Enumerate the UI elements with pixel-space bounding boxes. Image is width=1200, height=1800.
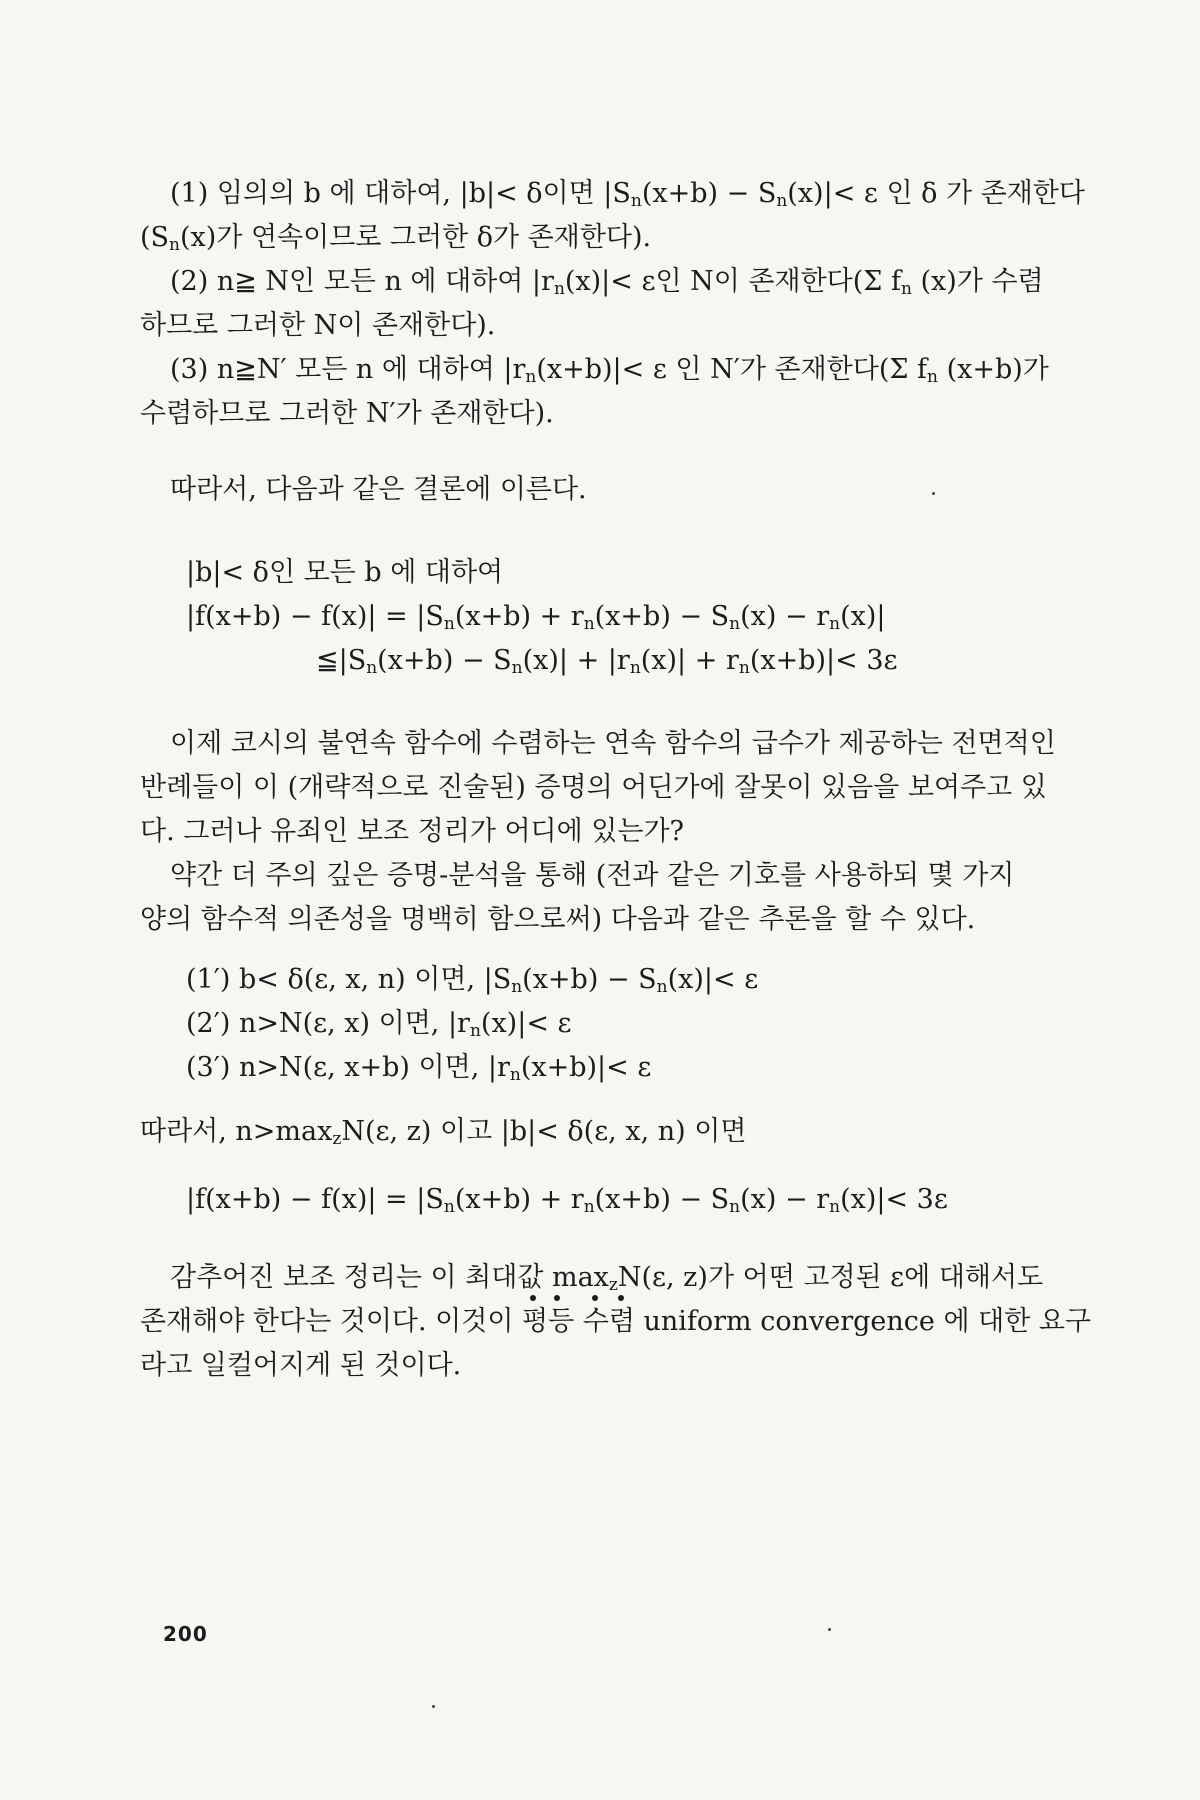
emphasized-term (522, 1302, 635, 1342)
page-number: 200 (163, 1622, 208, 1646)
subscript: n (630, 191, 642, 211)
formula-line: (3′) n>N(ε, x+b) 이면, $|r_n(x+b)|< \varepsilon$ (186, 1052, 652, 1085)
subscript: n (511, 977, 523, 997)
text-line: 이제 코시의 불연속 함수에 수렴하는 연속 함수의 급수가 제공하는 전면적인 (170, 728, 1056, 759)
formula-line: $|f(x+b) - f(x)| = |S_n(x+b) + r_n(x+b) - S_n(x) - r_n(x)|< 3\varepsilon$ (186, 1184, 948, 1217)
formula-line: $|f(x+b) - f(x)| = |S_n(x+b) + r_n(x+b) - S_n(x) - r_n(x)|$ (186, 601, 886, 634)
subscript: n (469, 1021, 481, 1041)
text-line: (1) 임의의 b 에 대하여, |b|< δ이면 $|S_n(x+b) - S_n(x)|< \varepsilon$ 인 δ 가 존재한다 (170, 178, 1085, 211)
formula-line: |b|< δ인 모든 b 에 대하여 (186, 557, 504, 588)
emphasis-dot (618, 1295, 624, 1301)
text-line: 약간 더 주의 깊은 증명-분석을 통해 (전과 같은 기호를 사용하되 몇 가지 (170, 860, 1015, 891)
text-line: 하므로 그러한 N이 존재한다). (140, 310, 496, 341)
text-line: 따라서, $n>\max_zN(\varepsilon$, z) 이고 |b|< δ(ε, x, n) 이면 (140, 1116, 747, 1149)
text-line: (3) n≧N′ 모든 n 에 대하여 $|r_n(x+b)|< \varepsilon$ 인 N′가 존재한다(Σ $f_n$ (x+b)가 (170, 354, 1049, 387)
text-line: 감추어진 보조 정리는 이 최대값 $\max_zN(\varepsilon$, z)가 어떤 고정된 ε에 대해서도 (170, 1262, 1044, 1295)
text-segment: uniform convergence 에 대한 요구 (634, 1306, 1092, 1337)
subscript: n (583, 614, 595, 634)
text-line: 수렴하므로 그러한 N′가 존재한다). (140, 398, 554, 429)
formula-line: $≦|S_n(x+b) - S_n(x)| + |r_n(x)| + r_n(x+b)|< 3\varepsilon$ (316, 645, 898, 678)
subscript: n (656, 977, 668, 997)
subscript: n (729, 1197, 741, 1217)
formula-line: (1′) b< δ(ε, x, n) 이면, $|S_n(x+b) - S_n(x)|< \varepsilon$ (186, 964, 759, 997)
subscript: n (829, 1197, 841, 1217)
text-line: 양의 함수적 의존성을 명백히 함으로써) 다음과 같은 추론을 할 수 있다. (140, 904, 976, 935)
text-line: ($S_n(x)$가 연속이므로 그러한 δ가 존재한다). (140, 222, 652, 255)
subscript: n (900, 279, 912, 299)
emphasis-dot (592, 1295, 598, 1301)
emphasis-dot (554, 1295, 560, 1301)
subscript: n (443, 1197, 455, 1217)
text-line: 따라서, 다음과 같은 결론에 이른다. (170, 474, 587, 505)
text-line: 다. 그러나 유죄인 보조 정리가 어디에 있는가? (140, 816, 685, 847)
emphasis-dot (530, 1295, 536, 1301)
text-line (140, 1302, 1091, 1342)
text-line: 라고 일컬어지게 된 것이다. (140, 1350, 462, 1381)
scan-speck (932, 492, 935, 495)
subscript: n (738, 658, 750, 678)
formula-line: (2′) n>N(ε, x) 이면, $|r_n(x)|< \varepsilon$ (186, 1008, 572, 1041)
subscript: n (366, 658, 378, 678)
subscript: n (776, 191, 788, 211)
subscript: n (525, 367, 537, 387)
text-line: (2) n≧ N인 모든 n 에 대하여 $|r_n(x)|< \varepsilon$인 N이 존재한다(Σ $f_n$ (x)가 수렴 (170, 266, 1044, 299)
subscript: n (443, 614, 455, 634)
subscript: n (509, 1065, 521, 1085)
subscript: n (553, 279, 565, 299)
subscript: n (629, 658, 641, 678)
scan-speck (828, 1628, 831, 1631)
subscript: n (927, 367, 938, 387)
subscript: n (169, 235, 180, 255)
subscript: n (729, 614, 741, 634)
emphasized-term-text: 평등 수렴 (521, 1306, 635, 1337)
subscript: z (332, 1129, 342, 1149)
subscript: n (829, 614, 841, 634)
subscript: n (511, 658, 523, 678)
text-segment: 존재해야 한다는 것이다. 이것이 (140, 1306, 522, 1337)
subscript: z (608, 1275, 618, 1295)
scan-speck (432, 1705, 435, 1708)
text-line: 반례들이 이 (개략적으로 진술된) 증명의 어딘가에 잘못이 있음을 보여주고 있 (140, 772, 1047, 803)
subscript: n (583, 1197, 595, 1217)
